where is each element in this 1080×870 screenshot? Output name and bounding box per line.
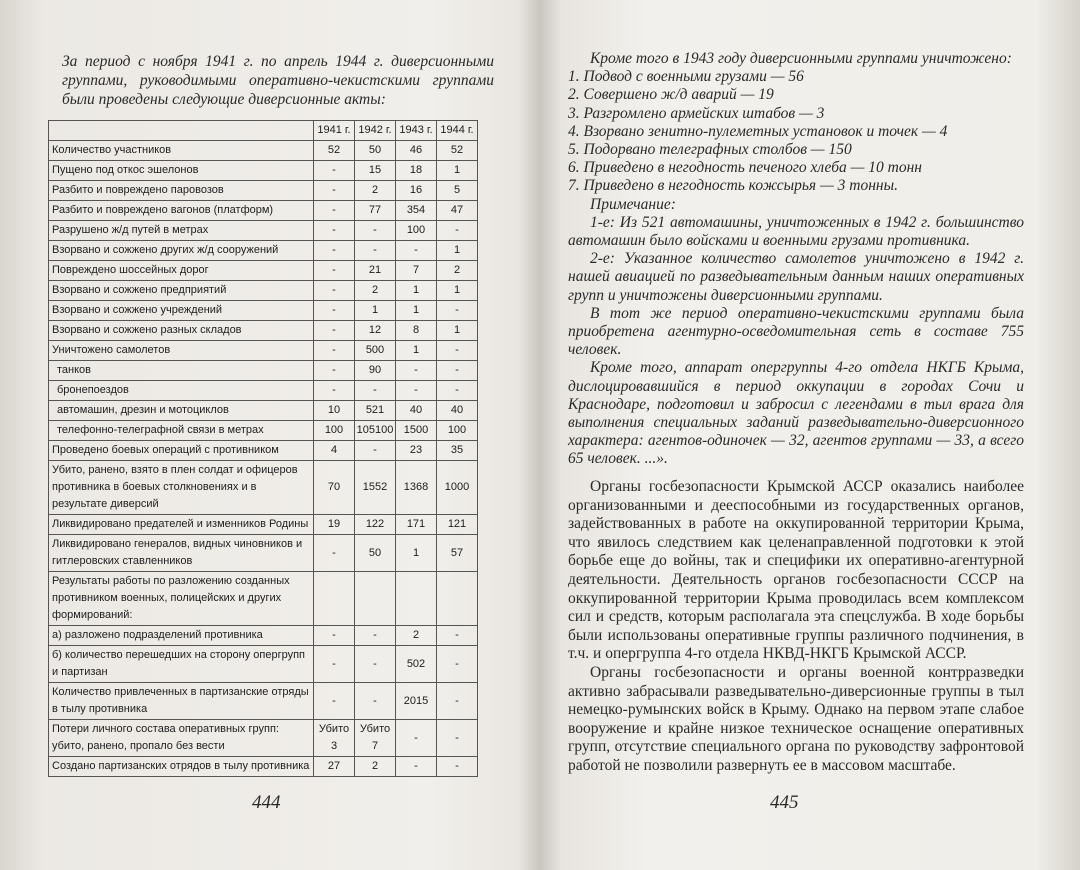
row-label: автомашин, дрезин и мотоциклов — [49, 401, 314, 421]
table-row — [49, 201, 478, 221]
sabotage-table — [48, 120, 478, 777]
row-label: Количество участников — [49, 141, 314, 161]
row-value: 47 — [437, 201, 478, 221]
row-value: 100 — [396, 221, 437, 241]
row-value: - — [314, 161, 355, 181]
row-value: 40 — [437, 401, 478, 421]
row-value: - — [314, 241, 355, 261]
row-value: - — [437, 221, 478, 241]
row-value: - — [314, 301, 355, 321]
row-value: 52 — [314, 141, 355, 161]
row-value: - — [355, 626, 396, 646]
table-row — [49, 321, 478, 341]
row-value: 100 — [437, 421, 478, 441]
row-value: 2 — [355, 281, 396, 301]
italic-paragraph: 3. Разгромлено армейских штабов — 3 — [568, 104, 825, 122]
row-value: 21 — [355, 261, 396, 281]
row-value: - — [314, 646, 355, 683]
italic-paragraph: 5. Подорвано телеграфных столбов — 150 — [568, 141, 852, 159]
row-label: б) количество перешедших на сторону опергрупп и партизан — [49, 646, 314, 683]
row-value: 2 — [396, 626, 437, 646]
table-row — [49, 221, 478, 241]
italic-paragraph: В тот же период оперативно-чекистскими группами была приобретена агентурно-осведомительная сеть в составе 755 человек. — [568, 304, 1024, 359]
italic-paragraph: 2. Совершено ж/д аварий — 19 — [568, 86, 774, 104]
row-value: 5 — [437, 181, 478, 201]
table-row — [49, 461, 478, 515]
row-label: Потери личного состава оперативных групп: убито, ранено, пропало без вести — [49, 720, 314, 757]
row-value: 2015 — [396, 683, 437, 720]
table-row — [49, 161, 478, 181]
table-header-row — [49, 121, 478, 141]
row-value: 1 — [355, 301, 396, 321]
row-value: 171 — [396, 515, 437, 535]
row-value: 121 — [437, 515, 478, 535]
table-row — [49, 720, 478, 757]
row-label: а) разложено подразделений противника — [49, 626, 314, 646]
row-value: 1 — [437, 241, 478, 261]
table-body — [49, 141, 478, 777]
table-header — [49, 121, 478, 141]
header-cell-1942: 1942 г. — [355, 121, 396, 141]
italic-paragraph: 1-е: Из 521 автомашины, уничтоженных в 1942 г. большинство автомашин было войсками и военными грузами противника. — [568, 213, 1024, 250]
row-value: 23 — [396, 441, 437, 461]
row-label: Убито, ранено, взято в плен солдат и офицеров противника в боевых столкновениях и в результате диверсий — [49, 461, 314, 515]
row-value: 521 — [355, 401, 396, 421]
table-row — [49, 241, 478, 261]
row-value: 16 — [396, 181, 437, 201]
row-label: Взорвано и сожжено предприятий — [49, 281, 314, 301]
row-label: Разбито и повреждено паровозов — [49, 181, 314, 201]
row-value: 4 — [314, 441, 355, 461]
row-value: 1 — [396, 301, 437, 321]
row-value: - — [437, 720, 478, 757]
row-value: 2 — [437, 261, 478, 281]
row-value: - — [437, 626, 478, 646]
italic-paragraph: 2-е: Указанное количество самолетов уничтожено в 1942 г. нашей авиацией по разведывательным данным наших оперативных групп и уничтожены диверсионными группами. — [568, 250, 1024, 304]
table-row — [49, 626, 478, 646]
row-value: 46 — [396, 141, 437, 161]
row-value: 18 — [396, 161, 437, 181]
row-value: - — [396, 241, 437, 261]
left-intro-text: За период с ноября 1941 г. по апрель 1944 г. диверсионными группами, руководимыми оперативно-чекистскими группами были проведены следующие диверсионные акты: — [62, 53, 494, 108]
row-label: Взорвано и сожжено учреждений — [49, 301, 314, 321]
row-value: 2 — [355, 757, 396, 777]
row-value: 10 — [314, 401, 355, 421]
row-value: - — [314, 381, 355, 401]
row-value: - — [355, 683, 396, 720]
italic-paragraph: 1. Подвод с военными грузами — 56 — [568, 68, 804, 86]
row-value: 354 — [396, 201, 437, 221]
table-row — [49, 401, 478, 421]
italic-paragraph: Кроме того в 1943 году диверсионными группами уничтожено: — [590, 50, 1012, 67]
row-value: - — [314, 535, 355, 572]
row-value: 40 — [396, 401, 437, 421]
table-row — [49, 181, 478, 201]
row-value: - — [396, 757, 437, 777]
italic-paragraph: Примечание: — [590, 195, 676, 213]
row-value: 1 — [437, 161, 478, 181]
row-value: 8 — [396, 321, 437, 341]
page-number-right: 445 — [770, 792, 799, 813]
table-row — [49, 572, 478, 626]
row-label: Результаты работы по разложению созданных противником военных, полицейских и других формирований: — [49, 572, 314, 626]
table-row — [49, 281, 478, 301]
row-label: Ликвидировано генералов, видных чиновников и гитлеровских ставленников — [49, 535, 314, 572]
row-value: 50 — [355, 535, 396, 572]
body-text-block — [568, 478, 1024, 776]
row-value: 105100 — [355, 421, 396, 441]
table-row — [49, 261, 478, 281]
row-label: Уничтожено самолетов — [49, 341, 314, 361]
row-value: - — [314, 181, 355, 201]
row-value: - — [396, 361, 437, 381]
row-value: - — [314, 683, 355, 720]
row-value: - — [355, 441, 396, 461]
row-value: 1 — [396, 535, 437, 572]
row-value: 52 — [437, 141, 478, 161]
row-label: Проведено боевых операций с противником — [49, 441, 314, 461]
row-value — [437, 572, 478, 626]
row-value: - — [437, 683, 478, 720]
italic-quote-block — [568, 50, 1024, 469]
table-row — [49, 535, 478, 572]
table-row — [49, 515, 478, 535]
row-value: - — [314, 201, 355, 221]
table-row — [49, 341, 478, 361]
row-value: 2 — [355, 181, 396, 201]
row-label: Взорвано и сожжено других ж/д сооружений — [49, 241, 314, 261]
row-value: - — [437, 757, 478, 777]
row-value: - — [355, 221, 396, 241]
row-label: Разрушено ж/д путей в метрах — [49, 221, 314, 241]
row-value: Убито 7 — [355, 720, 396, 757]
row-label: танков — [49, 361, 314, 381]
row-value: - — [396, 381, 437, 401]
row-value: 1368 — [396, 461, 437, 515]
body-paragraph: Органы госбезопасности и органы военной контрразведки активно забрасывали разведывательно-диверсионные группы в тыл немецко-румынских войск в Крыму. Однако на первом этапе слабое вооружение и крайне низкое техническое оснащение оперативных групп, отсутствие специального органа по руководству зафронтовой работой не позволили развернуть ее в массовом масштабе. — [568, 663, 1024, 774]
table-row — [49, 441, 478, 461]
right-page — [548, 0, 1080, 870]
header-cell-1941: 1941 г. — [314, 121, 355, 141]
table-row — [49, 381, 478, 401]
body-paragraph: Органы госбезопасности Крымской АССР оказались наиболее организованными и дееспособными из государственных органов, задействованных в работе на оккупированной территории Крыма, что явилось следствием как целенаправленной подготовки к этой борьбе еще до войны, так и специфики их оперативно-агентурной деятельности. Деятельность органов госбезопасности СССР на оккупированной территории Крыма проводилась всем комплексом сил и средств, которым располагала эта спецслужба. В ходе борьбы были использованы оперативные группы различного подчинения, в т.ч. и опергруппа 4-го отдела НКВД-НКГБ Крымской АССР. — [568, 478, 1024, 663]
row-value: - — [314, 626, 355, 646]
row-label: Пущено под откос эшелонов — [49, 161, 314, 181]
row-value: 50 — [355, 141, 396, 161]
table-row — [49, 361, 478, 381]
row-value: - — [437, 361, 478, 381]
row-value: - — [314, 321, 355, 341]
row-value: 1 — [437, 321, 478, 341]
row-value: Убито 3 — [314, 720, 355, 757]
left-page — [0, 0, 520, 870]
row-label: Разбито и повреждено вагонов (платформ) — [49, 201, 314, 221]
row-value: - — [355, 381, 396, 401]
row-value: 1 — [396, 341, 437, 361]
row-value: - — [437, 341, 478, 361]
row-label: телефонно-телеграфной связи в метрах — [49, 421, 314, 441]
row-value — [355, 572, 396, 626]
row-value — [314, 572, 355, 626]
table-row — [49, 421, 478, 441]
row-value: - — [314, 281, 355, 301]
header-cell-1943: 1943 г. — [396, 121, 437, 141]
header-cell-1944: 1944 г. — [437, 121, 478, 141]
row-value: 500 — [355, 341, 396, 361]
table-row — [49, 301, 478, 321]
row-value: 70 — [314, 461, 355, 515]
row-value: 35 — [437, 441, 478, 461]
row-value: 19 — [314, 515, 355, 535]
row-value: 1 — [396, 281, 437, 301]
row-value: - — [437, 646, 478, 683]
row-value: 122 — [355, 515, 396, 535]
table-row — [49, 646, 478, 683]
row-value: 1000 — [437, 461, 478, 515]
row-value: 1500 — [396, 421, 437, 441]
row-label: Взорвано и сожжено разных складов — [49, 321, 314, 341]
row-value: - — [396, 720, 437, 757]
row-value: - — [437, 381, 478, 401]
italic-paragraph: Кроме того, аппарат опергруппы 4-го отдела НКГБ Крыма, дислоцировавшийся в период оккупации в городах Сочи и Краснодаре, подготовил и забросил с легендами в тыл врага для выполнения специальных заданий разведывательно-диверсионного характера: агентов-одиночек — 32, агентов группами — 33, а всего 65 человек. ...». — [568, 359, 1024, 468]
row-label: Повреждено шоссейных дорог — [49, 261, 314, 281]
row-label: Создано партизанских отрядов в тылу противника — [49, 757, 314, 777]
row-value: - — [314, 261, 355, 281]
row-label: Количество привлеченных в партизанские отряды в тылу противника — [49, 683, 314, 720]
row-value: - — [314, 221, 355, 241]
row-value: 27 — [314, 757, 355, 777]
italic-paragraph: 4. Взорвано зенитно-пулеметных установок и точек — 4 — [568, 122, 948, 140]
row-value: - — [437, 301, 478, 321]
row-value: 12 — [355, 321, 396, 341]
italic-paragraph: 6. Приведено в негодность печеного хлеба — 10 тонн — [568, 159, 922, 177]
row-value: 502 — [396, 646, 437, 683]
row-value: - — [314, 361, 355, 381]
row-label: бронепоездов — [49, 381, 314, 401]
page-number-left: 444 — [252, 792, 281, 813]
row-value: 100 — [314, 421, 355, 441]
row-value: - — [314, 341, 355, 361]
row-value: 1552 — [355, 461, 396, 515]
row-value: 1 — [437, 281, 478, 301]
row-value: 7 — [396, 261, 437, 281]
row-label: Ликвидировано предателей и изменников Родины — [49, 515, 314, 535]
table-row — [49, 141, 478, 161]
row-value: - — [355, 646, 396, 683]
header-cell-empty — [49, 121, 314, 141]
row-value — [396, 572, 437, 626]
row-value: - — [355, 241, 396, 261]
table-row — [49, 683, 478, 720]
row-value: 77 — [355, 201, 396, 221]
row-value: 57 — [437, 535, 478, 572]
table-row — [49, 757, 478, 777]
row-value: 15 — [355, 161, 396, 181]
italic-paragraph: 7. Приведено в негодность кожсырья — 3 тонны. — [568, 177, 898, 195]
row-value: 90 — [355, 361, 396, 381]
